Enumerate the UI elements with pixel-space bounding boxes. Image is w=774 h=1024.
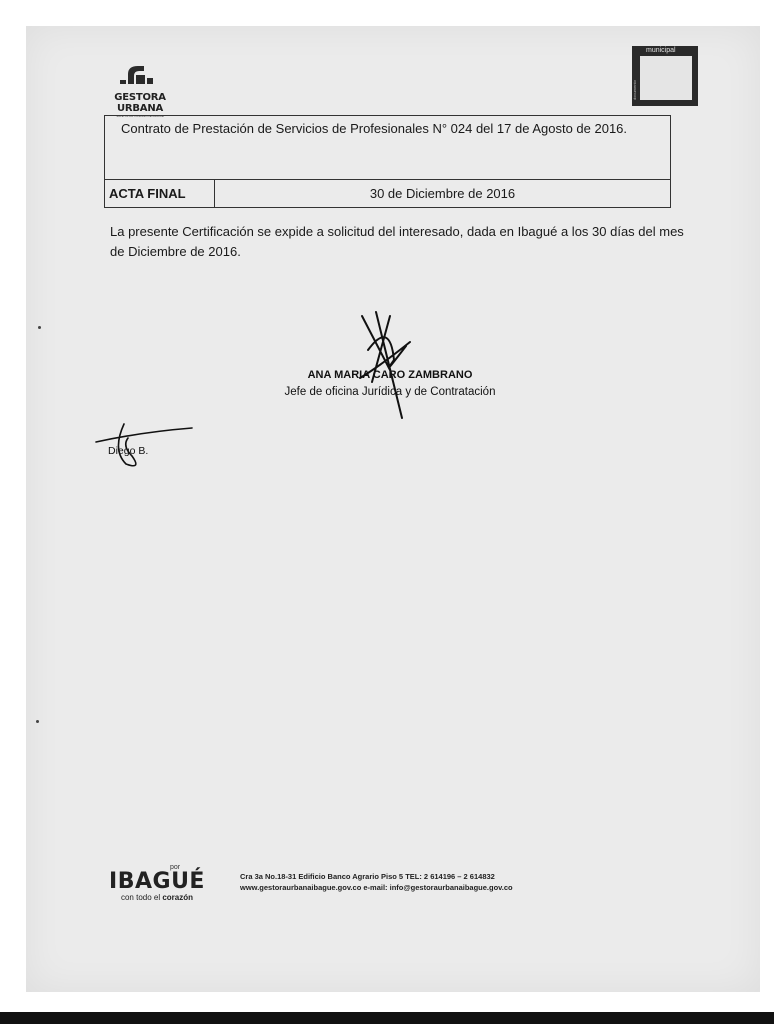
acta-label: ACTA FINAL [105, 180, 215, 208]
initials-text: Diego B. [108, 445, 149, 457]
signatory-name: ANA MARIA CARO ZAMBRANO [307, 369, 473, 381]
footer-address: Cra 3a No.18-31 Edificio Banco Agrario Piso 5 TEL: 2 614196 – 2 614832 [240, 872, 495, 881]
certification-text: La presente Certificación se expide a solicitud del interesado, dada en Ibagué a los 30 días del mes de Diciembre de 2016. [110, 224, 684, 259]
logo-name: GESTORA URBANA [114, 92, 166, 114]
ibague-word: IBAGUÉ [109, 869, 205, 894]
acta-date: 30 de Diciembre de 2016 [215, 180, 671, 208]
slogan-prefix: con todo el [120, 893, 161, 902]
contract-table [104, 115, 671, 208]
slogan-bold: corazón [162, 893, 194, 902]
scan-speck [36, 720, 39, 723]
scan-speck [38, 326, 41, 329]
ibague-por: por [169, 864, 181, 871]
ibague-logo [102, 864, 212, 902]
signature-image [350, 310, 420, 420]
footer-contact [240, 871, 620, 893]
stamp-inner [640, 56, 692, 100]
signatory-title: Jefe de oficina Jurídica y de Contratación [284, 386, 496, 398]
ibague-slogan [102, 893, 212, 902]
footer-web-email: www.gestoraurbanaibague.gov.co e-mail: info@gestoraurbanaibague.gov.co [240, 883, 513, 892]
stamp-text: municipal [646, 47, 676, 54]
stamp-box [632, 46, 698, 106]
contract-cell: Contrato de Prestación de Servicios de Profesionales N° 024 del 17 de Agosto de 2016. [105, 116, 671, 180]
gestora-urbana-logo [90, 62, 190, 118]
stamp-side-text: documento [632, 80, 637, 100]
scan-edge [0, 1012, 774, 1024]
gestora-logo-icon [110, 62, 170, 86]
logo-tagline: SALE OPORTUNIDAD DE IBAGUE [116, 114, 164, 118]
